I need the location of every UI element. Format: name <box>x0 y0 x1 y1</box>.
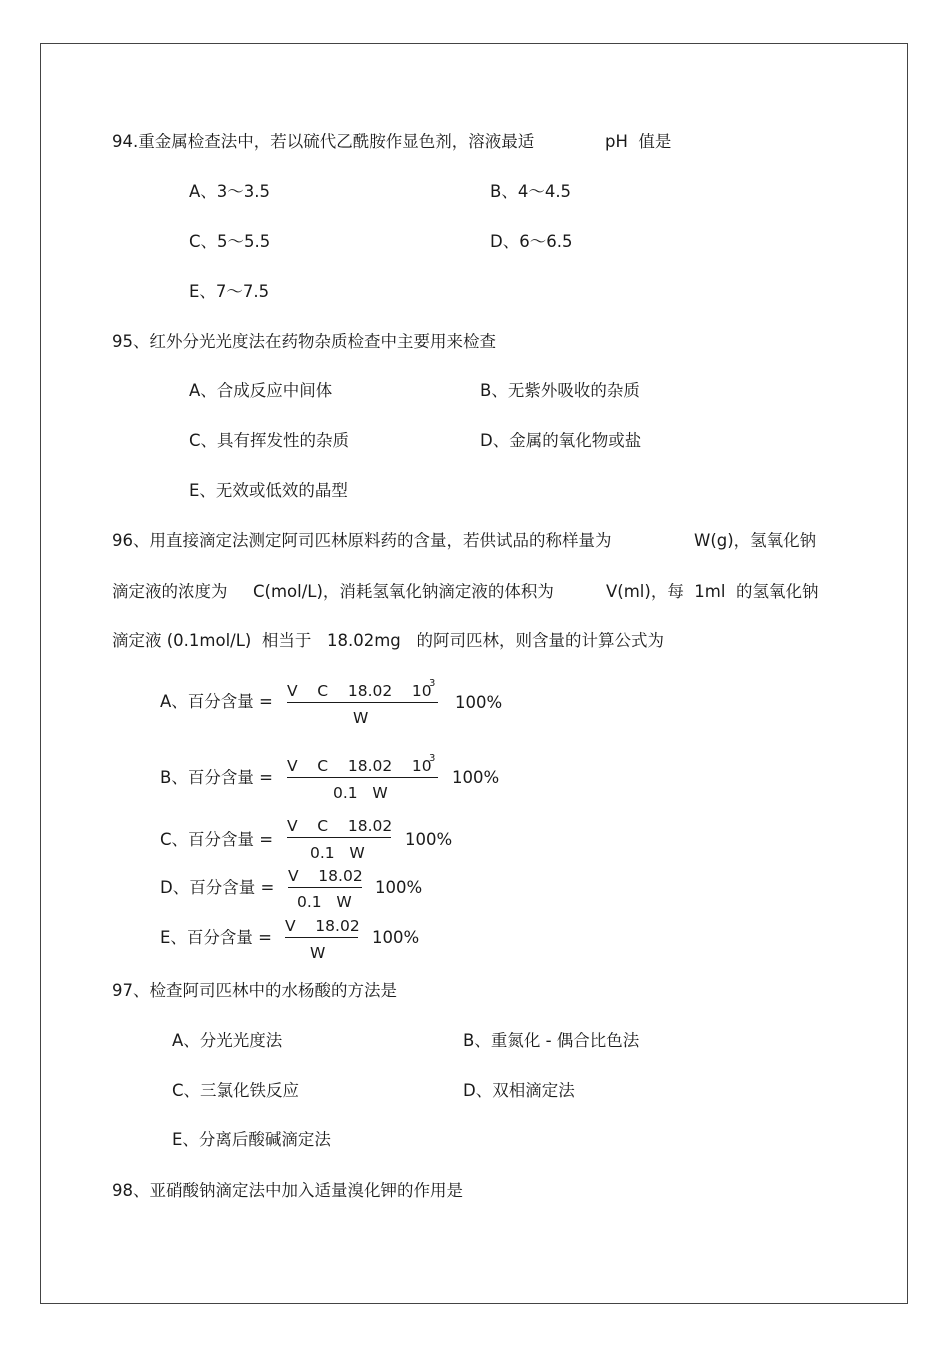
question-94-stem: 94.重金属检查法中，若以硫代乙酰胺作显色剂，溶液最适 <box>112 132 535 151</box>
q97-option-e: E、分离后酸碱滴定法 <box>172 1130 331 1149</box>
q95-option-e: E、无效或低效的晶型 <box>189 481 348 500</box>
q96-option-e-label: E、百分含量 = <box>160 928 272 947</box>
q96-option-c-fraction-bar <box>287 837 391 838</box>
q96-option-c-tail: 100% <box>405 830 453 849</box>
q97-option-c: C、三氯化铁反应 <box>172 1081 300 1100</box>
q95-option-d: D、金属的氧化物或盐 <box>480 431 642 450</box>
q96-option-e-numerator: V 18.02 <box>285 917 360 935</box>
q96-option-b-tail: 100% <box>452 768 500 787</box>
q96-option-a-exponent: 3 <box>429 678 436 689</box>
question-95-stem: 95、红外分光光度法在药物杂质检查中主要用来检查 <box>112 332 496 351</box>
question-96-line1b: W(g)，氢氧化钠 <box>694 531 817 550</box>
q96-option-b-label: B、百分含量 = <box>160 768 273 787</box>
q96-option-a-fraction-bar <box>287 702 438 703</box>
q94-option-d: D、6～6.5 <box>490 232 573 251</box>
question-98-stem: 98、亚硝酸钠滴定法中加入适量溴化钾的作用是 <box>112 1181 463 1200</box>
q95-option-a: A、合成反应中间体 <box>189 381 333 400</box>
q96-option-d-fraction-bar <box>288 887 362 888</box>
question-97-stem: 97、检查阿司匹林中的水杨酸的方法是 <box>112 981 397 1000</box>
question-96-line3b: 18.02mg 的阿司匹林，则含量的计算公式为 <box>327 631 665 650</box>
page-border <box>40 43 908 1304</box>
q96-option-e-denominator: W <box>310 944 326 962</box>
q96-option-e-fraction-bar <box>285 937 358 938</box>
q96-option-c-label: C、百分含量 = <box>160 830 274 849</box>
q96-option-d-label: D、百分含量 = <box>160 878 275 897</box>
q96-option-b-numerator: V C 18.02 10 <box>287 757 432 775</box>
q96-option-b-fraction-bar <box>287 777 438 778</box>
q96-option-d-denominator: 0.1 W <box>297 893 352 911</box>
q94-option-b: B、4～4.5 <box>490 182 572 201</box>
q96-option-d-numerator: V 18.02 <box>288 867 363 885</box>
q97-option-d: D、双相滴定法 <box>463 1081 575 1100</box>
q94-option-c: C、5～5.5 <box>189 232 271 251</box>
question-96-line2b: C(mol/L)，消耗氢氧化钠滴定液的体积为 <box>253 582 554 601</box>
q94-option-a: A、3～3.5 <box>189 182 271 201</box>
q95-option-b: B、无紫外吸收的杂质 <box>480 381 640 400</box>
q96-option-c-denominator: 0.1 W <box>310 844 365 862</box>
question-96-line2a: 滴定液的浓度为 <box>112 582 228 601</box>
q96-option-d-tail: 100% <box>375 878 423 897</box>
q96-option-a-tail: 100% <box>455 693 503 712</box>
question-96-line2c: V(ml)，每 1ml 的氢氧化钠 <box>606 582 819 601</box>
question-96-line3a: 滴定液 (0.1mol/L) 相当于 <box>112 631 312 650</box>
q96-option-a-denominator: W <box>353 709 369 727</box>
question-96-line1a: 96、用直接滴定法测定阿司匹林原料药的含量，若供试品的称样量为 <box>112 531 612 550</box>
q96-option-a-numerator: V C 18.02 10 <box>287 682 432 700</box>
q96-option-c-numerator: V C 18.02 <box>287 817 393 835</box>
q95-option-c: C、具有挥发性的杂质 <box>189 431 350 450</box>
q96-option-b-exponent: 3 <box>429 753 436 764</box>
q94-option-e: E、7～7.5 <box>189 282 270 301</box>
question-94-stem-tail: pH 值是 <box>605 132 672 151</box>
q96-option-e-tail: 100% <box>372 928 420 947</box>
q96-option-b-denominator: 0.1 W <box>333 784 388 802</box>
q96-option-a-label: A、百分含量 = <box>160 692 273 711</box>
q97-option-b: B、重氮化 - 偶合比色法 <box>463 1031 640 1050</box>
q97-option-a: A、分光光度法 <box>172 1031 283 1050</box>
